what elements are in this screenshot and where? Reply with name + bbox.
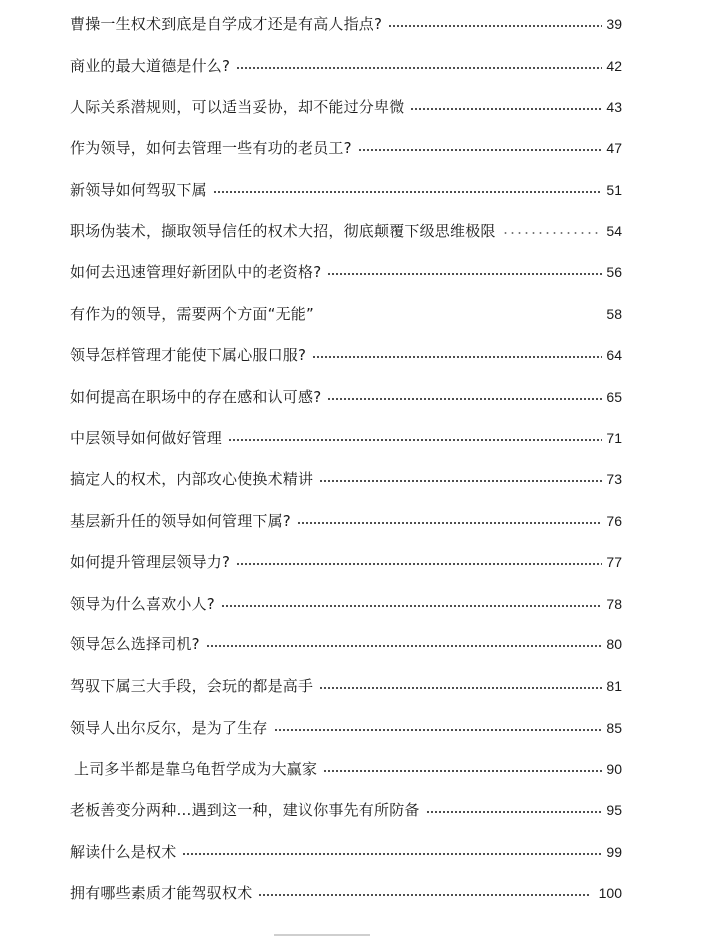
dot-leader <box>358 149 602 151</box>
toc-entry-title: 领导怎样管理才能使下属心服口服? <box>70 346 307 364</box>
toc-entry-title: 领导怎么选择司机? <box>70 635 200 653</box>
toc-entry[interactable] <box>74 757 622 781</box>
toc-entry-title: 老板善变分两种…遇到这一种，建议你事先有所防备 <box>70 801 420 819</box>
toc-entry-title: 有作为的领导，需要两个方面“无能” <box>70 305 314 323</box>
toc-entry[interactable] <box>70 798 622 822</box>
dot-leader <box>319 480 602 482</box>
dot-leader <box>182 853 602 855</box>
dot-leader <box>274 729 602 731</box>
toc-entry-page: 51 <box>606 182 622 198</box>
toc-entry-page: 76 <box>606 513 622 529</box>
toc-entry[interactable] <box>70 54 622 78</box>
toc-entry-title: 基层新升任的领导如何管理下属? <box>70 512 291 530</box>
toc-entry-title: 领导为什么喜欢小人? <box>70 595 215 613</box>
dot-leader <box>426 811 602 813</box>
dot-leader <box>502 232 602 234</box>
toc-entry-page: 56 <box>606 264 622 280</box>
toc-entry[interactable] <box>70 178 622 202</box>
toc-entry-title: 商业的最大道德是什么? <box>70 57 231 75</box>
toc-entry-page: 47 <box>606 140 622 156</box>
toc-entry-title: 如何提高在职场中的存在感和认可感? <box>70 388 322 406</box>
toc-entry[interactable] <box>70 385 622 409</box>
toc-entry-title: 解读什么是权术 <box>70 843 177 861</box>
toc-entry[interactable] <box>70 881 622 905</box>
toc-entry-title: 中层领导如何做好管理 <box>70 429 223 447</box>
toc-entry-page: 81 <box>606 678 622 694</box>
toc-entry-page: 64 <box>606 347 622 363</box>
toc-entry-page: 43 <box>606 99 622 115</box>
toc-entry-title: 如何提升管理层领导力? <box>70 553 231 571</box>
blank-leader <box>320 315 602 317</box>
dot-leader <box>213 191 602 193</box>
toc-entry-page: 78 <box>606 596 622 612</box>
toc-entry[interactable] <box>70 550 622 574</box>
toc-entry-title: 如何去迅速管理好新团队中的老资格? <box>70 263 322 281</box>
toc-entry-page: 65 <box>606 389 622 405</box>
dot-leader <box>327 398 602 400</box>
toc-entry-title: 作为领导，如何去管理一些有功的老员工? <box>70 139 352 157</box>
toc-entry[interactable] <box>70 302 622 326</box>
toc-entry[interactable] <box>70 840 622 864</box>
dot-leader <box>327 273 602 275</box>
toc-entry-title: 拥有哪些素质才能驾驭权术 <box>70 884 253 902</box>
toc-entry-page: 42 <box>606 58 622 74</box>
toc-entry-title: 新领导如何驾驭下属 <box>70 181 207 199</box>
toc-entry[interactable] <box>70 467 622 491</box>
toc-entry[interactable] <box>70 260 622 284</box>
toc-entry-title: 搞定人的权术，内部攻心使换术精讲 <box>70 470 314 488</box>
toc-entry-page: 100 <box>598 885 622 901</box>
page-bottom-divider <box>274 934 370 936</box>
toc-entry-page: 54 <box>606 223 622 239</box>
toc-entry-title: 人际关系潜规则，可以适当妥协，却不能过分卑微 <box>70 98 405 116</box>
toc-entry-page: 99 <box>606 844 622 860</box>
toc-entry-page: 71 <box>606 430 622 446</box>
toc-entry[interactable] <box>70 632 622 656</box>
toc-entry-page: 77 <box>606 554 622 570</box>
toc-entry-title: 领导人出尔反尔，是为了生存 <box>70 719 268 737</box>
toc-entry[interactable] <box>70 426 622 450</box>
toc-entry-page: 73 <box>606 471 622 487</box>
dot-leader <box>228 439 602 441</box>
dot-leader <box>410 108 602 110</box>
dot-leader <box>236 67 602 69</box>
toc-entry-page: 90 <box>606 761 622 777</box>
toc-entry-page: 39 <box>606 16 622 32</box>
toc-entry[interactable] <box>70 674 622 698</box>
dot-leader <box>236 563 602 565</box>
toc-entry-title: 曹操一生权术到底是自学成才还是有高人指点? <box>70 15 383 33</box>
dot-leader <box>319 687 602 689</box>
toc-entry-page: 58 <box>606 306 622 322</box>
toc-entry[interactable] <box>70 509 622 533</box>
dot-leader <box>206 645 602 647</box>
dot-leader <box>297 522 602 524</box>
toc-entry-page: 85 <box>606 720 622 736</box>
dot-leader <box>221 605 602 607</box>
toc-entry-title: 职场伪装术，撷取领导信任的权术大招，彻底颠覆下级思维极限 <box>70 222 496 240</box>
toc-entry[interactable] <box>70 95 622 119</box>
dot-leader <box>323 770 602 772</box>
toc-entry-page: 80 <box>606 636 622 652</box>
toc-entry-page: 95 <box>606 802 622 818</box>
toc-entry-title: 上司多半都是靠乌龟哲学成为大赢家 <box>74 760 318 778</box>
toc-entry-title: 驾驭下属三大手段，会玩的都是高手 <box>70 677 314 695</box>
dot-leader <box>258 894 588 896</box>
dot-leader <box>388 25 602 27</box>
toc-entry[interactable] <box>70 12 622 36</box>
dot-leader <box>312 356 602 358</box>
toc-entry[interactable] <box>70 592 622 616</box>
toc-entry[interactable] <box>70 136 622 160</box>
toc-entry[interactable] <box>70 716 622 740</box>
toc-entry[interactable] <box>70 343 622 367</box>
toc-entry[interactable] <box>70 219 622 243</box>
